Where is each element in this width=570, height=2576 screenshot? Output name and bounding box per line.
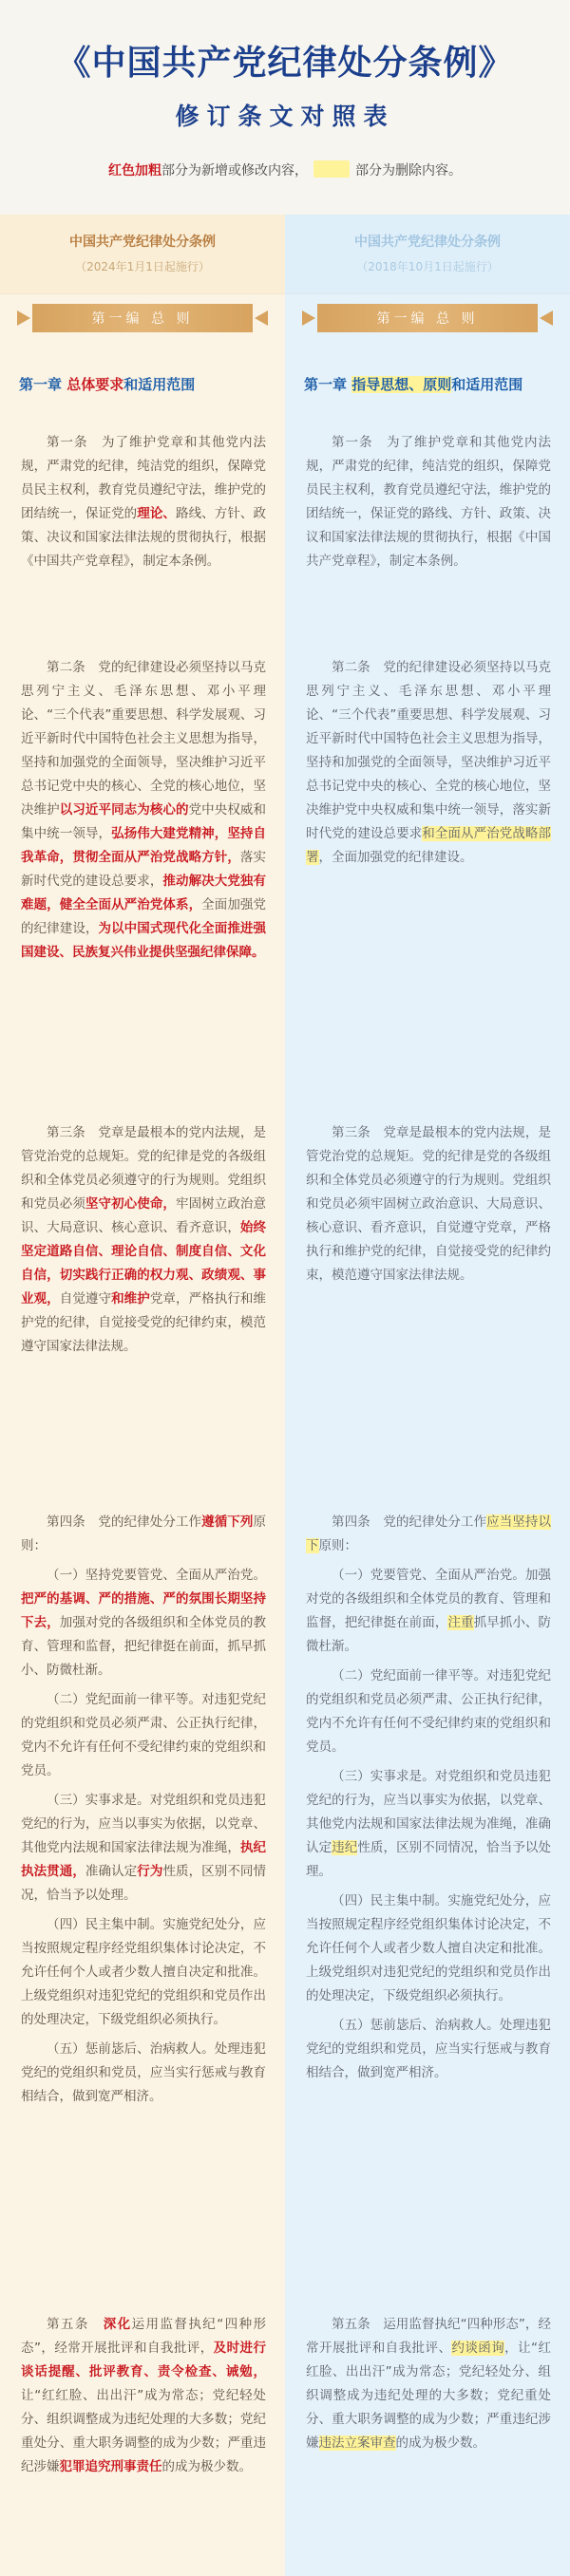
band-arrow-left-icon: [17, 310, 30, 326]
added-text: 深化: [103, 2317, 132, 2332]
article-text: （三）实事求是。对党组织和党员违犯党纪的行为，应当以事实为依据，以党章、其他党内法规和国家法律法规为准绳，准确认定: [306, 1769, 551, 1855]
deleted-text: 违纪: [332, 1840, 358, 1855]
left-band-label: 第一编 总 则: [91, 311, 194, 327]
article-paragraph: [21, 1564, 266, 1683]
right-article-1: [306, 431, 551, 579]
article-text: （一）坚持党要管党、全面从严治党。: [47, 1568, 266, 1583]
legend-red-label: 红色加粗: [108, 163, 162, 179]
right-article-4-item-2: （二）党纪面前一律平等。对违犯党纪的党组织和党员必须严肃、公正执行纪律，党内不允许有任何不受纪律约束的党组织和党员。: [306, 1668, 551, 1755]
article-text: （一）党要管党、全面从严治党。加强对党的各级组织和全体党员的教育、管理和监督，把纪律挺在前面，: [306, 1568, 551, 1630]
deleted-text: 约谈函询: [451, 2341, 505, 2356]
right-article-4-item-4: （四）民主集中制。实施党纪处分，应当按照规定程序经党组织集体讨论决定，不允许任何个人或者少数人擅自决定和批准。上级党组织对违犯党纪的党组织和党员作出的处理决定，下级党组织必须执行。: [306, 1893, 551, 2003]
added-text: 把严的基调、严的措施、严的氛围长期坚持下去，: [21, 1591, 266, 1630]
article-text: ，全面加强党的纪律建设。: [318, 850, 473, 865]
comparison-columns: [0, 215, 570, 2576]
article-text: 第二条 党的纪律建设必须坚持以马克思列宁主义、毛泽东思想、邓小平理论、“三个代表”重要思想、科学发展观、习近平新时代中国特色社会主义思想为指导，坚持和加强党的全面领导，坚决维护习近平总书记党中央的核心、全党的核心地位，坚决维护: [21, 660, 266, 818]
article-paragraph: [306, 431, 551, 573]
left-article-4: [21, 1511, 266, 2115]
legend-mid-text: 部分为新增或修改内容，: [162, 163, 308, 179]
article-text: 第一条 为了维护党章和其他党内法规，严肃党的纪律，纯洁党的组织，保障党员民主权利，教育党员遵纪守法，维护党的团结统一，保证党的: [21, 435, 266, 521]
left-column-header: [0, 215, 285, 294]
article-text: 加强对党的各级组织和全体党员的教育、管理和监督，把纪律挺在前面，抓早抓小、防微杜渐。: [21, 1615, 266, 1678]
right-head-title: 中国共产党纪律处分条例: [354, 235, 501, 250]
article-text: （三）实事求是。对党组织和党员违犯党纪的行为，应当以事实为依据，以党章、其他党内法规和国家法律法规为准绳，: [21, 1793, 266, 1855]
article-text: 落实新时代党的建设总要求，: [21, 850, 267, 889]
added-text: 以习近平同志为核心的: [59, 802, 189, 818]
added-text: 坚守初心使命，: [85, 1196, 177, 1212]
legend-yellow-swatch: [314, 160, 350, 178]
article-paragraph: [21, 2313, 266, 2479]
added-text: 推动解决大党独有难题，健全全面从严治党体系，: [21, 874, 267, 912]
article-text: 抓早抓小、防微杜渐。: [306, 1615, 552, 1654]
article-text: 性质，区别不同情况，恰当予以处理。: [306, 1840, 552, 1879]
right-article-2: [306, 656, 551, 875]
added-text: 及时进行谈话提醒、批评教育、责令检查、诫勉，: [21, 2341, 267, 2379]
deleted-text: 违法立案审查: [318, 2435, 396, 2451]
page-title: 《中国共产党纪律处分条例》: [56, 44, 514, 83]
right-band-label: 第一编 总 则: [376, 311, 479, 327]
added-text: 理论、: [137, 506, 176, 521]
article-text: 牢固树立政治意识、大局意识、核心意识、看齐意识，: [21, 1196, 267, 1235]
article-text: 第一条 为了维护党章和其他党内法规，严肃党的纪律，纯洁党的组织，保障党员民主权利，教育党员遵纪守法，维护党的团结统一，保证党的路线、方针、政策、决议和国家法律法规的贯彻执行，根据《中国共产党章程》，制定本条例。: [306, 435, 551, 569]
article-paragraph: [306, 2313, 551, 2455]
added-text: 为以中国式现代化全面推进强国建设、民族复兴伟业提供坚强纪律保障。: [21, 921, 266, 960]
article-paragraph: [21, 1789, 266, 1908]
article-text: ，让“红红脸、出出汗”成为常态；党纪轻处分、组织调整成为违纪处理的大多数；党纪重处分、重大职务调整的成为少数；严重违纪涉嫌: [306, 2341, 551, 2451]
right-article-3: [306, 1121, 551, 1293]
added-text: 弘扬伟大建党精神，坚持自我革命，贯彻全面从严治党战略方针，: [21, 826, 267, 865]
deleted-text: 注重: [447, 1615, 474, 1630]
deleted-text: 应当坚持以下: [306, 1514, 551, 1553]
article-text: 第三条 党章是最根本的党内法规，是管党治党的总规矩。党的纪律是党的各级组织和全体党员必须遵守的行为规则。党组织和党员必须牢固树立政治意识、大局意识、核心意识、看齐意识，自觉遵守党章，严格执行和维护党的纪律，自觉接受党的纪律约束，模范遵守国家法律法规。: [306, 1125, 551, 1283]
article-text: 党中央权威和集中统一领导，: [21, 802, 267, 841]
article-text: 第五条 运用监督执纪“四种形态”，经常开展批评和自我批评、: [306, 2317, 551, 2356]
added-text: 遵循下列: [201, 1514, 254, 1530]
band-arrow-left-icon: [302, 310, 315, 326]
left-column: [0, 215, 285, 2576]
left-article-5: [21, 2313, 266, 2485]
left-article-4-item-5: （五）惩前毖后、治病救人。处理违犯党纪的党组织和党员，应当实行惩戒与教育相结合，做到宽严相济。: [21, 2041, 266, 2104]
right-section-band: [302, 304, 553, 332]
article-text: 自觉遵守: [59, 1291, 112, 1307]
added-text: 行为: [137, 1864, 163, 1879]
article-paragraph: [21, 431, 266, 573]
left-article-2: [21, 656, 266, 970]
article-text: 的成为极少数。: [162, 2459, 252, 2474]
article-text: 性质，区别不同情况，恰当予以处理。: [21, 1864, 267, 1903]
article-text: 全面加强党的纪律建设，: [21, 897, 267, 936]
article-paragraph: [306, 1121, 551, 1288]
article-text: 党章，严格执行和维护党的纪律，自觉接受党的纪律约束，模范遵守国家法律法规。: [21, 1291, 267, 1354]
left-article-4-item-4: （四）民主集中制。实施党纪处分，应当按照规定程序经党组织集体讨论决定，不允许任何个人或者少数人擅自决定和批准。上级党组织对违犯党纪的党组织和党员作出的处理决定，下级党组织必须执行。: [21, 1917, 266, 2027]
left-article-3: [21, 1121, 266, 1364]
article-text: 路线、方针、政策、决议和国家法律法规的贯彻执行，根据《中国共产党章程》，制定本条例。: [21, 506, 266, 569]
deleted-text: 和全面从严治党战略部署: [306, 826, 551, 865]
article-paragraph: [21, 656, 266, 965]
article-text: 运用监督执纪“四种形态”，经常开展批评和自我批评，: [21, 2317, 267, 2356]
article-text: 第四条 党的纪律处分工作: [47, 1514, 202, 1530]
left-article-4-item-2: （二）党纪面前一律平等。对违犯党纪的党组织和党员必须严肃、公正执行纪律，党内不允许有任何不受纪律约束的党组织和党员。: [21, 1692, 266, 1778]
article-paragraph: [21, 1121, 266, 1359]
left-head-title: 中国共产党纪律处分条例: [69, 235, 216, 250]
band-arrow-right-icon: [255, 310, 268, 326]
legend-note: [0, 160, 570, 179]
legend-end-text: 部分为删除内容。: [355, 163, 462, 179]
left-head-date: （2024年1月1日起施行）: [75, 260, 210, 273]
article-paragraph: [306, 1765, 551, 1884]
added-text: 犯罪追究刑事责任: [59, 2459, 162, 2474]
added-text: 执纪执法贯通，: [21, 1840, 267, 1879]
article-paragraph: [306, 1511, 551, 1558]
article-text: 准确认定: [85, 1864, 138, 1879]
article-text: 第四条 党的纪律处分工作: [332, 1514, 487, 1530]
page-subtitle: 修订条文对照表: [175, 103, 395, 130]
header: [0, 0, 570, 179]
right-article-4: [306, 1511, 551, 2091]
article-text: 第三条 党章是最根本的党内法规，是管党治党的总规矩。党的纪律是党的各级组织和全体党员必须遵守的行为规则。党组织和党员必须: [21, 1125, 266, 1212]
left-article-1: [21, 431, 266, 579]
article-text: 的成为极少数。: [395, 2435, 485, 2451]
left-section-band: [17, 304, 268, 332]
article-text: 原则：: [318, 1538, 357, 1553]
article-paragraph: [306, 656, 551, 870]
article-paragraph: [306, 1564, 551, 1659]
article-paragraph: [21, 1511, 266, 1558]
right-article-4-item-5: （五）惩前毖后、治病救人。处理违犯党纪的党组织和党员，应当实行惩戒与教育相结合，做到宽严相济。: [306, 2018, 551, 2080]
article-text: 让“红红脸、出出汗”成为常态；党纪轻处分、组织调整成为违纪处理的大多数；党纪重处分、重大职务调整的成为少数；严重违纪涉嫌: [21, 2388, 266, 2474]
right-head-date: （2018年10月1日起施行）: [356, 260, 499, 273]
added-text: 始终坚定道路自信、理论自信、制度自信、文化自信，切实践行正确的权力观、政绩观、事业观，: [21, 1220, 267, 1307]
article-text: 第五条: [47, 2317, 104, 2332]
article-text: 第二条 党的纪律建设必须坚持以马克思列宁主义、毛泽东思想、邓小平理论、“三个代表”重要思想、科学发展观、习近平新时代中国特色社会主义思想为指导，坚持和加强党的全面领导，坚决维护习近平总书记党中央的核心、全党的核心地位，坚决维护党中央权威和集中统一领导，落实新时代党的建设总要求: [306, 660, 551, 841]
right-chapter-title: 第一章 指导思想、原则和适用范围: [304, 376, 523, 393]
right-article-5: [306, 2313, 551, 2461]
right-column: [285, 215, 570, 2576]
added-text: 和维护: [111, 1291, 150, 1307]
band-arrow-right-icon: [540, 310, 553, 326]
right-column-header: [285, 215, 570, 294]
article-text: 原则：: [21, 1514, 266, 1553]
left-chapter-title: 第一章 总体要求和适用范围: [19, 376, 196, 393]
